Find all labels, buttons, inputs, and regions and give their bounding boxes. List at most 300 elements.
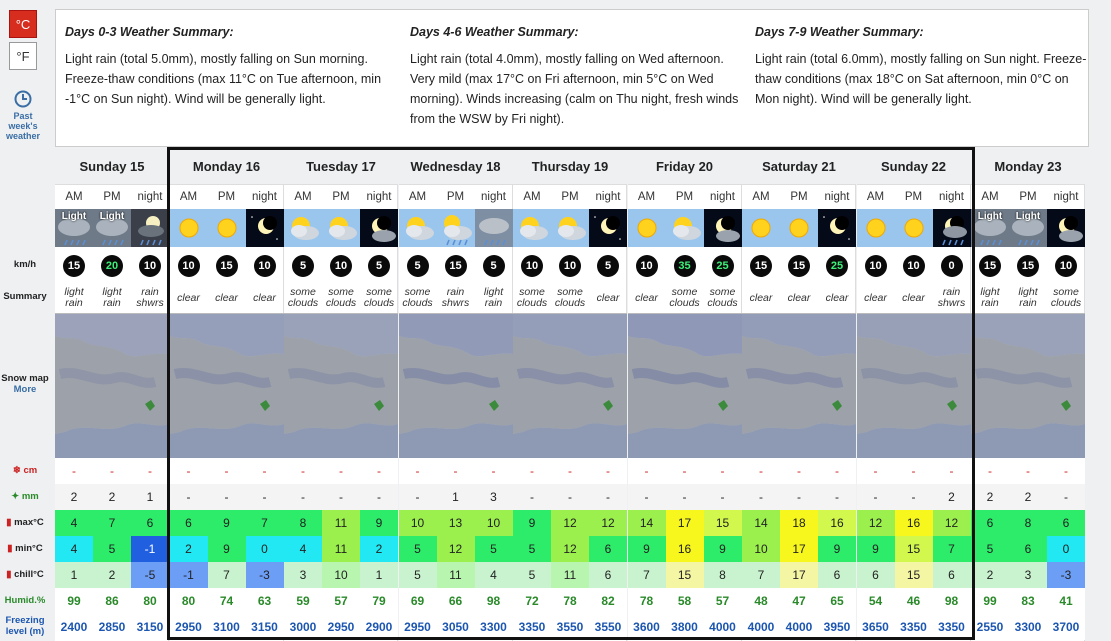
raindrop-icon: ✦ [11, 491, 20, 502]
freezing-level-cell: 3150 [131, 614, 169, 640]
period-label: night [1053, 191, 1079, 203]
summary-title: Days 0-3 Weather Summary: [65, 25, 234, 39]
freezing-level-cell: 3650 [857, 614, 895, 640]
freezing-level-cell: 2900 [360, 614, 398, 640]
rain-unit: mm [21, 491, 39, 502]
snow-map-label: Snow map [1, 373, 49, 384]
weather-icon-cell [589, 209, 627, 247]
day-column [399, 148, 513, 641]
period-label: PM [217, 191, 236, 203]
weather-icon-cell [628, 209, 666, 247]
chill-temp-cell: 7 [742, 562, 780, 588]
humidity-cell: 80 [131, 588, 169, 614]
wind-arrow-icon [253, 254, 277, 278]
wind-cell [437, 252, 475, 280]
summary-title: Days 7-9 Weather Summary: [755, 25, 924, 39]
wind-arrow-icon [520, 254, 544, 278]
wind-cell [131, 252, 169, 280]
snow-map-image [284, 314, 398, 458]
chill-row-label [0, 569, 50, 580]
chill-temp-cell: 7 [208, 562, 246, 588]
summary-text: Light rain (total 4.0mm), mostly falling on Wed afternoon. Very mild (max 17°C on Fri afternoon, min 5°C on Wed morning). Winds increasing (calm on Thu night, fresh winds from the WSW by Fri night). [410, 52, 739, 126]
wind-speed: 15 [1021, 260, 1035, 272]
period-label: PM [446, 191, 465, 203]
weather-icon-cell [475, 209, 513, 247]
day-column [55, 148, 169, 641]
snow-cell: - [399, 458, 437, 484]
wind-arrow-icon [215, 254, 239, 278]
sun-icon [857, 209, 895, 247]
day-column [170, 148, 284, 641]
moon-rain-icon [933, 209, 971, 247]
summary-row-label: Summary [3, 291, 47, 302]
celsius-button[interactable]: °C [9, 10, 37, 38]
wind-speed: 5 [375, 260, 383, 272]
max-temp-cell: 12 [551, 510, 589, 536]
wind-arrow-icon [291, 254, 315, 278]
rain-cell: - [628, 484, 666, 510]
wind-cell [589, 252, 627, 280]
snow-cell: - [1047, 458, 1085, 484]
weather-icon-cell [437, 209, 475, 247]
snow-map-image [170, 314, 284, 458]
chill-temp-cell: 10 [322, 562, 360, 588]
humidity-cell: 79 [360, 588, 398, 614]
sun-icon [208, 209, 246, 247]
day-column [284, 148, 398, 641]
moon-cloud-icon [704, 209, 742, 247]
freezing-level-cell: 4000 [704, 614, 742, 640]
weather-description: clear [825, 291, 849, 304]
weather-icon-cell [513, 209, 551, 247]
wind-speed: 5 [490, 260, 497, 272]
snow-cell: - [628, 458, 666, 484]
wind-arrow-icon [673, 254, 697, 278]
chill-temp-cell: 6 [857, 562, 895, 588]
snow-map[interactable] [628, 313, 742, 458]
weather-icon-cell [55, 209, 93, 247]
weather-icon-cell [284, 209, 322, 247]
wind-speed: 5 [299, 260, 307, 272]
snow-cell: - [322, 458, 360, 484]
weather-icon-cell [399, 209, 437, 247]
wind-arrow-icon [596, 254, 620, 278]
humidity-cell: 66 [437, 588, 475, 614]
wind-speed: 10 [143, 260, 157, 272]
wind-cell [284, 252, 322, 280]
snow-cell: - [666, 458, 704, 484]
moon-icon [818, 209, 856, 247]
wind-row-label: km/h [13, 259, 37, 270]
freezing-level-cell: 3600 [628, 614, 666, 640]
freezing-level-cell: 2950 [322, 614, 360, 640]
max-temp-cell: 6 [1047, 510, 1085, 536]
wind-cell [780, 252, 818, 280]
wind-cell [895, 252, 933, 280]
chill-temp-cell: 1 [55, 562, 93, 588]
weather-description: clear [177, 291, 200, 304]
min-temp-cell: 0 [246, 536, 284, 562]
sun-cloud-icon [513, 209, 551, 247]
wind-arrow-icon [711, 254, 735, 278]
weather-icon-cell [551, 209, 589, 247]
humidity-cell: 65 [818, 588, 856, 614]
min-temp-cell: 6 [589, 536, 627, 562]
weather-icon-cell [246, 209, 284, 247]
weather-description: some clouds [516, 286, 548, 309]
chill-temp-cell: 15 [666, 562, 704, 588]
weather-icon-cell [818, 209, 856, 247]
snow-map-image [857, 314, 971, 458]
min-temp-cell: 9 [818, 536, 856, 562]
freezing-level-cell: 3550 [551, 614, 589, 640]
chill-temp-cell: 3 [284, 562, 322, 588]
min-temp-cell: 9 [628, 536, 666, 562]
moon-cloud-icon [1047, 209, 1085, 247]
humid-row-label: Humid.% [4, 595, 46, 606]
chill-temp-cell: 5 [513, 562, 551, 588]
rain-cell: 2 [93, 484, 131, 510]
chill-temp-cell: 2 [971, 562, 1009, 588]
weather-description: some clouds [325, 286, 357, 309]
freezing-level-cell: 3550 [589, 614, 627, 640]
min-temp-cell: 9 [704, 536, 742, 562]
period-label: PM [1019, 191, 1037, 203]
wind-cell [857, 252, 895, 280]
wind-speed: 5 [414, 260, 421, 272]
humidity-cell: 99 [971, 588, 1009, 614]
snow-map-more-link[interactable]: More [13, 384, 37, 395]
min-unit: min°C [15, 543, 43, 554]
freezing-level-cell: 3350 [933, 614, 971, 640]
min-temp-cell: 17 [780, 536, 818, 562]
chill-temp-cell: -3 [1047, 562, 1085, 588]
day-header: Monday 23 [971, 148, 1085, 185]
period-label: PM [675, 191, 694, 203]
humidity-cell: 78 [551, 588, 589, 614]
past-line3: weather [5, 131, 40, 141]
wind-arrow-icon [367, 254, 391, 278]
sun-icon [628, 209, 666, 247]
weather-description: clear [253, 291, 276, 304]
humidity-cell: 48 [742, 588, 780, 614]
min-temp-cell: 9 [857, 536, 895, 562]
snow-cell: - [704, 458, 742, 484]
snow-cell: - [513, 458, 551, 484]
min-temp-cell: 2 [170, 536, 208, 562]
min-temp-cell: 5 [513, 536, 551, 562]
day-header: Thursday 19 [513, 148, 627, 185]
freezing-level-cell: 2950 [399, 614, 437, 640]
wind-cell [704, 252, 742, 280]
humidity-cell: 83 [1009, 588, 1047, 614]
wind-speed: 0 [948, 260, 955, 272]
summary-title: Days 4-6 Weather Summary: [410, 25, 579, 39]
snow-cell: - [780, 458, 818, 484]
weather-icon-cell [666, 209, 704, 247]
humidity-cell: 58 [666, 588, 704, 614]
wind-cell [551, 252, 589, 280]
min-temp-cell: 4 [55, 536, 93, 562]
wind-speed: 10 [1059, 260, 1073, 272]
humidity-cell: 47 [780, 588, 818, 614]
freezing-level-cell: 2550 [971, 614, 1009, 640]
freezing-level-cell: 4000 [742, 614, 780, 640]
humidity-cell: 86 [93, 588, 131, 614]
period-label: AM [408, 191, 427, 203]
period-label: AM [752, 191, 770, 203]
min-temp-cell: 5 [475, 536, 513, 562]
wind-arrow-icon [749, 254, 773, 278]
wind-speed: 10 [182, 260, 195, 272]
fahrenheit-button[interactable]: °F [9, 42, 37, 70]
weather-description: rain shwrs [136, 286, 164, 309]
summary-block-days-0-3 [65, 22, 400, 109]
past-line1: Past [13, 111, 33, 121]
snow-cell: - [1009, 458, 1047, 484]
thermometer-icon: ▮ [6, 517, 12, 528]
chill-temp-cell: -5 [131, 562, 169, 588]
humidity-cell: 59 [284, 588, 322, 614]
wind-cell [246, 252, 284, 280]
chill-temp-cell: 8 [704, 562, 742, 588]
sun-icon [742, 209, 780, 247]
wind-arrow-icon [329, 254, 353, 278]
rain-cell: - [589, 484, 627, 510]
humidity-cell: 54 [857, 588, 895, 614]
wind-arrow-icon [482, 254, 506, 278]
weather-description: clear [749, 291, 773, 304]
max-temp-cell: 6 [131, 510, 169, 536]
wind-speed: 25 [830, 260, 844, 272]
snow-map[interactable] [55, 313, 169, 458]
snow-cell: - [475, 458, 513, 484]
humidity-cell: 80 [170, 588, 208, 614]
weather-icon-cell [322, 209, 360, 247]
rain-cell: - [170, 484, 208, 510]
rain-cell: - [551, 484, 589, 510]
humidity-cell: 78 [628, 588, 666, 614]
min-temp-cell: 5 [93, 536, 131, 562]
day-header: Wednesday 18 [399, 148, 513, 185]
period-label: night [824, 191, 850, 203]
freezing-level-cell: 3700 [1047, 614, 1085, 640]
period-label: PM [904, 191, 923, 203]
wind-cell [208, 252, 246, 280]
period-label: night [939, 191, 964, 203]
max-temp-cell: 11 [322, 510, 360, 536]
rain-cell: 2 [933, 484, 971, 510]
max-temp-cell: 8 [284, 510, 322, 536]
snow-map-image [55, 314, 169, 458]
snow-map[interactable] [399, 313, 513, 458]
wind-speed: 10 [869, 260, 882, 272]
snow-map[interactable] [971, 313, 1085, 458]
icon-overlay-label: Light [1015, 211, 1041, 222]
night-rain-icon [131, 209, 169, 247]
wind-speed: 35 [678, 260, 691, 272]
rain-cell: - [246, 484, 284, 510]
wind-speed: 10 [563, 260, 577, 272]
wind-cell [933, 252, 971, 280]
snow-cell: - [742, 458, 780, 484]
freezing-level-cell: 3350 [895, 614, 933, 640]
chill-temp-cell: -1 [170, 562, 208, 588]
rain-cell: - [895, 484, 933, 510]
wind-arrow-icon [864, 254, 888, 278]
max-temp-cell: 14 [628, 510, 666, 536]
day-column [971, 148, 1085, 641]
period-label: night [710, 191, 735, 203]
freezing-level-cell: 3300 [1009, 614, 1047, 640]
wind-speed: 25 [716, 260, 729, 272]
day-header: Saturday 21 [742, 148, 856, 185]
weather-icon-cell [360, 209, 398, 247]
wind-cell [55, 252, 93, 280]
wind-speed: 20 [105, 260, 119, 272]
weather-description: light rain [64, 286, 84, 309]
snow-cell: - [589, 458, 627, 484]
min-temp-cell: 11 [322, 536, 360, 562]
wind-speed: 10 [334, 260, 348, 272]
snow-map-row-label [0, 373, 50, 395]
period-label: night [252, 191, 277, 203]
snowflake-icon: ❄ [12, 465, 21, 476]
humidity-cell: 63 [246, 588, 284, 614]
rain-cell: - [513, 484, 551, 510]
weather-description: some clouds [669, 286, 700, 309]
day-column [628, 148, 742, 641]
min-temp-cell: 15 [895, 536, 933, 562]
weather-icon-cell [742, 209, 780, 247]
weather-icon-cell [971, 209, 1009, 247]
wind-cell [475, 252, 513, 280]
chill-temp-cell: 3 [1009, 562, 1047, 588]
rain-cell: 1 [437, 484, 475, 510]
weather-description: rain shwrs [937, 286, 966, 309]
sun-cloud-icon [399, 209, 437, 247]
weather-description: some clouds [554, 286, 586, 309]
snow-map[interactable] [857, 313, 971, 458]
period-label: night [481, 191, 506, 203]
wind-speed: 15 [449, 260, 462, 272]
max-temp-cell: 10 [399, 510, 437, 536]
freezing-row-label [0, 615, 50, 637]
wind-arrow-icon [825, 254, 849, 278]
max-temp-cell: 8 [1009, 510, 1047, 536]
max-temp-cell: 18 [780, 510, 818, 536]
chill-temp-cell: 17 [780, 562, 818, 588]
max-temp-cell: 16 [818, 510, 856, 536]
max-temp-cell: 14 [742, 510, 780, 536]
sun-cloud-icon [666, 209, 704, 247]
rain-cell: - [780, 484, 818, 510]
min-temp-cell: 10 [742, 536, 780, 562]
rain-cell: - [666, 484, 704, 510]
wind-cell [818, 252, 856, 280]
rain-cell: - [704, 484, 742, 510]
humidity-cell: 74 [208, 588, 246, 614]
snow-cell: - [895, 458, 933, 484]
snow-cell: - [93, 458, 131, 484]
weather-icon-cell [131, 209, 169, 247]
max-temp-cell: 12 [857, 510, 895, 536]
period-label: AM [179, 191, 198, 203]
min-temp-cell: 6 [1009, 536, 1047, 562]
weather-description: clear [635, 291, 658, 304]
snow-map-image [742, 314, 856, 458]
min-temp-cell: 7 [933, 536, 971, 562]
max-temp-cell: 6 [971, 510, 1009, 536]
snow-map[interactable] [513, 313, 627, 458]
max-temp-cell: 17 [666, 510, 704, 536]
snow-map[interactable] [284, 313, 398, 458]
snow-row-label [0, 465, 50, 476]
weather-icon-cell [1009, 209, 1047, 247]
sun-icon [170, 209, 208, 247]
min-temp-cell: 5 [399, 536, 437, 562]
snow-map[interactable] [170, 313, 284, 458]
chill-temp-cell: 1 [360, 562, 398, 588]
sun-cloud-icon [322, 209, 360, 247]
wind-arrow-icon [406, 254, 430, 278]
max-temp-cell: 9 [360, 510, 398, 536]
wind-speed: 10 [640, 260, 653, 272]
wind-cell [399, 252, 437, 280]
humidity-cell: 98 [933, 588, 971, 614]
min-temp-cell: -1 [131, 536, 169, 562]
wind-cell [1047, 252, 1085, 280]
snow-cell: - [360, 458, 398, 484]
max-temp-cell: 16 [895, 510, 933, 536]
wind-cell [628, 252, 666, 280]
thermometer-icon: ▮ [6, 569, 12, 580]
rain-cell: - [284, 484, 322, 510]
icon-overlay-label: Light [61, 211, 87, 222]
snow-cell: - [246, 458, 284, 484]
wind-arrow-icon [1054, 254, 1078, 278]
snow-cell: - [55, 458, 93, 484]
chill-unit: chill°C [14, 569, 44, 580]
past-weather-link[interactable] [0, 90, 46, 141]
weather-icon-cell [170, 209, 208, 247]
period-label: AM [294, 191, 312, 203]
max-temp-cell: 15 [704, 510, 742, 536]
snow-map[interactable] [742, 313, 856, 458]
max-row-label [0, 517, 50, 528]
snow-cell: - [170, 458, 208, 484]
chill-temp-cell: 11 [437, 562, 475, 588]
wind-speed: 10 [525, 260, 539, 272]
max-temp-cell: 4 [55, 510, 93, 536]
day-header: Sunday 22 [857, 148, 971, 185]
humidity-cell: 69 [399, 588, 437, 614]
wind-speed: 10 [258, 260, 271, 272]
rain-cell: - [399, 484, 437, 510]
icon-overlay-label: Light [99, 211, 125, 222]
weather-description: clear [864, 291, 887, 304]
period-label: AM [65, 191, 83, 203]
weather-description: light rain [102, 286, 122, 309]
wind-arrow-icon [138, 254, 162, 278]
period-label: PM [561, 191, 579, 203]
max-temp-cell: 9 [208, 510, 246, 536]
weather-description: some clouds [287, 286, 319, 309]
sidebar [0, 0, 55, 641]
min-temp-cell: 9 [208, 536, 246, 562]
day-column [513, 148, 627, 641]
snow-map-image [971, 314, 1085, 458]
